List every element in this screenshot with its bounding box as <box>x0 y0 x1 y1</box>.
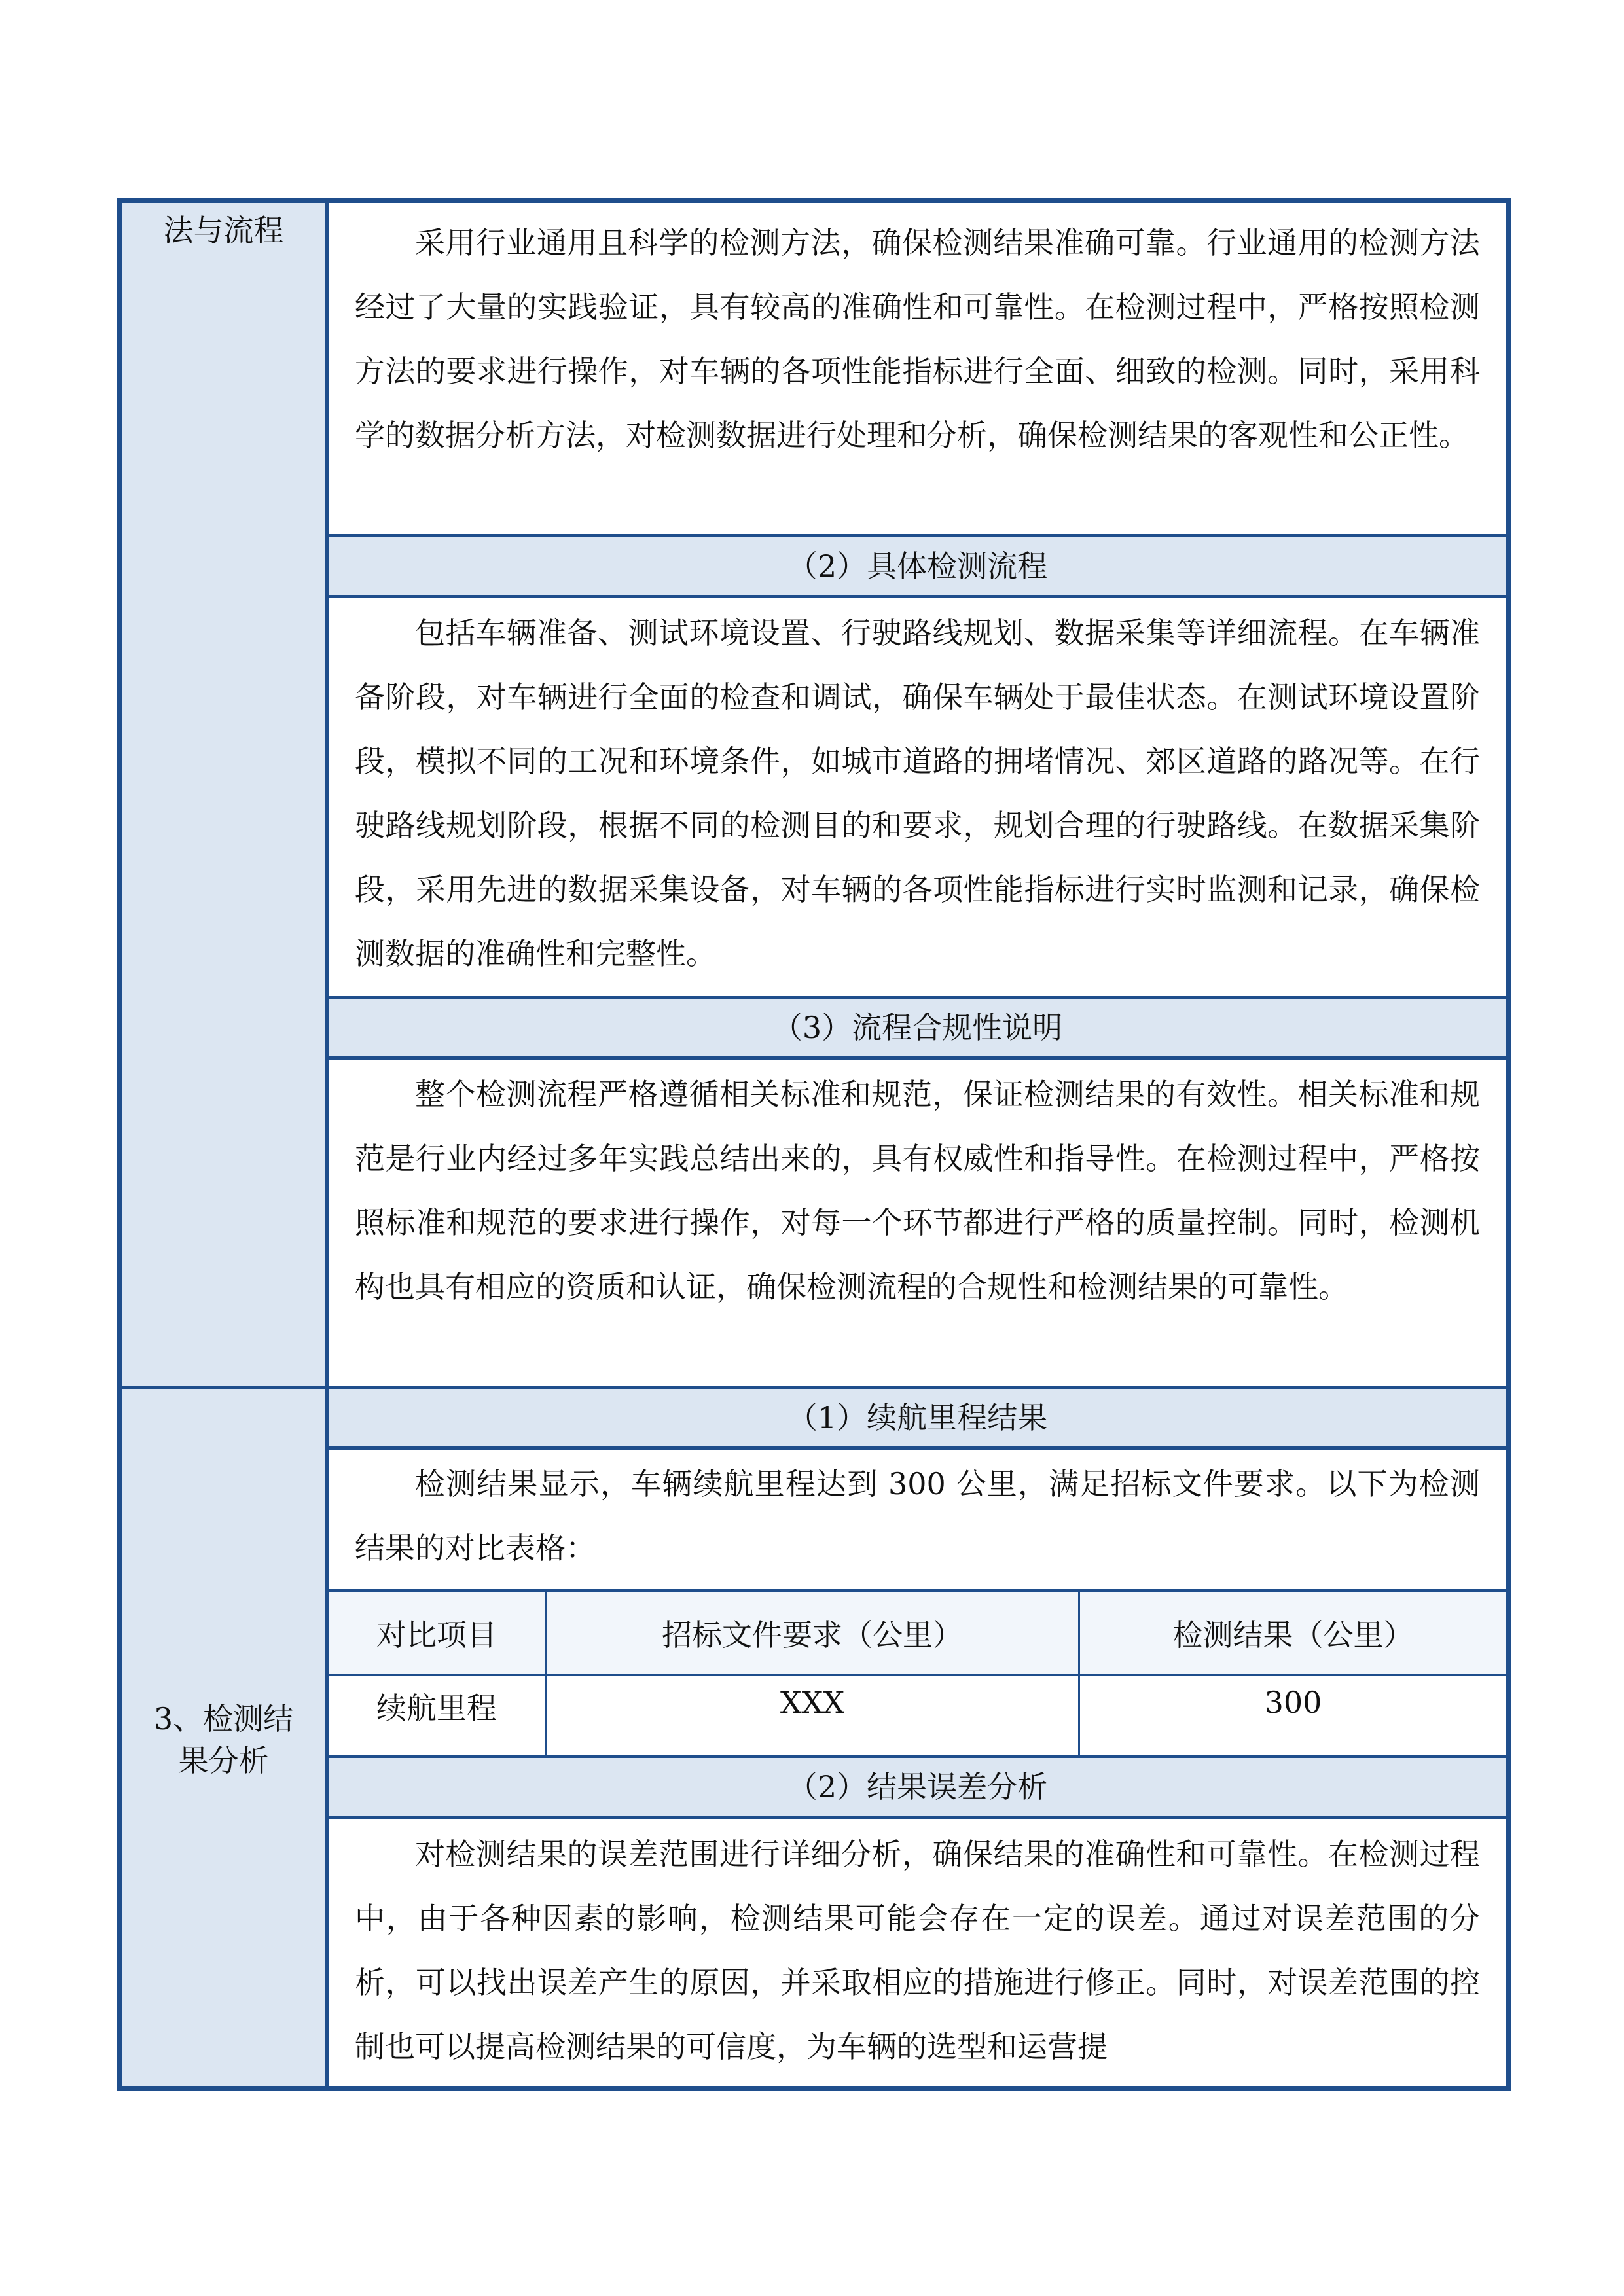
error-paragraph: 对检测结果的误差范围进行详细分析，确保结果的准确性和可靠性。在检测过程中，由于各种因素的影响，检测结果可能会存在一定的误差。通过对误差范围的分析，可以找出误差产生的原因，并采取相应的措施进行修正。同时，对误差范围的控制也可以提高检测结果的可信度，为车辆的选型和运营提 <box>355 1837 1480 2064</box>
error-heading: （2）结果误差分析 <box>329 1758 1506 1816</box>
range-heading: （1）续航里程结果 <box>329 1389 1506 1446</box>
comparison-table <box>329 1592 1506 1755</box>
report-table-frame <box>117 198 1511 2091</box>
divider <box>329 1816 1506 1819</box>
method-paragraph: 采用行业通用且科学的检测方法，确保检测结果准确可靠。行业通用的检测方法经过了大量的实践验证，具有较高的准确性和可靠性。在检测过程中，严格按照检测方法的要求进行操作，对车辆的各项性能指标进行全面、细致的检测。同时，采用科学的数据分析方法，对检测数据进行处理和分析，确保检测结果的客观性和公正性。 <box>355 225 1480 453</box>
cell-result: 300 <box>1264 1685 1322 1720</box>
process-paragraph: 包括车辆准备、测试环境设置、行驶路线规划、数据采集等详细流程。在车辆准备阶段，对车辆进行全面的检查和调试，确保车辆处于最佳状态。在测试环境设置阶段，模拟不同的工况和环境条件，如城市道路的拥堵情况、郊区道路的路况等。在行驶路线规划阶段，根据不同的检测目的和要求，规划合理的行驶路线。在数据采集阶段，采用先进的数据采集设备，对车辆的各项性能指标进行实时监测和记录，确保检测数据的准确性和完整性。 <box>355 615 1480 971</box>
column-divider <box>1078 1592 1080 1755</box>
header-result: 检测结果（公里） <box>1172 1617 1414 1653</box>
section-results-content <box>329 1389 1506 2086</box>
section-method-content <box>329 203 1506 1386</box>
header-item: 对比项目 <box>376 1617 497 1653</box>
range-paragraph: 检测结果显示，车辆续航里程达到 300 公里，满足招标文件要求。以下为检测结果的对比表格： <box>355 1466 1480 1566</box>
cell-item: 续航里程 <box>376 1691 497 1726</box>
divider <box>329 1446 1506 1450</box>
compliance-heading: （3）流程合规性说明 <box>329 999 1506 1056</box>
comparison-data-row <box>329 1676 1506 1755</box>
process-heading: （2）具体检测流程 <box>329 537 1506 595</box>
section-method <box>122 203 1506 1386</box>
section-results-label-cell <box>122 1389 329 2086</box>
cell-requirement: XXX <box>780 1685 845 1720</box>
section-method-label-cell <box>122 203 329 1386</box>
section-results-label-line1: 3、检测结 <box>153 1701 294 1736</box>
header-requirement: 招标文件要求（公里） <box>662 1617 963 1653</box>
compliance-paragraph: 整个检测流程严格遵循相关标准和规范，保证检测结果的有效性。相关标准和规范是行业内经过多年实践总结出来的，具有权威性和指导性。在检测过程中，严格按照标准和规范的要求进行操作，对每一个环节都进行严格的质量控制。同时，检测机构也具有相应的资质和认证，确保检测流程的合规性和检测结果的可靠性。 <box>355 1077 1480 1304</box>
divider <box>329 1056 1506 1060</box>
divider <box>329 595 1506 598</box>
section-results <box>122 1389 1506 2086</box>
section-results-label-line2: 果分析 <box>178 1743 269 1778</box>
section-method-label: 法与流程 <box>163 213 284 248</box>
comparison-header-row <box>329 1592 1506 1674</box>
column-divider <box>545 1592 547 1755</box>
